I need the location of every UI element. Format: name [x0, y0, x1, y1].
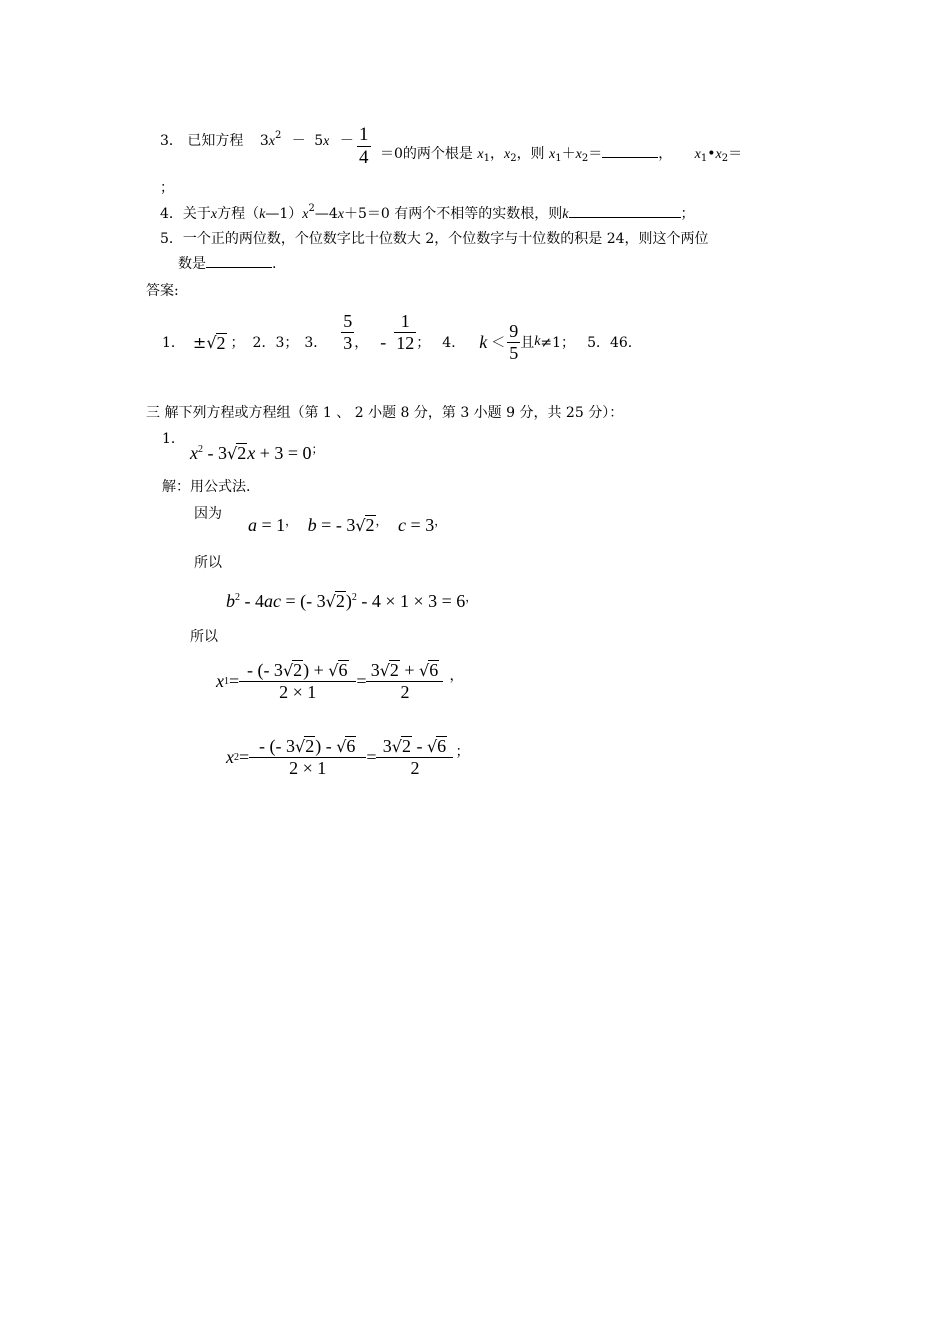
x1-numerator-2: [369, 660, 442, 681]
disc-radical-sign: √: [325, 592, 336, 611]
q4-var: x: [210, 207, 218, 222]
eq-x2: x: [247, 443, 256, 463]
x2-denominator: 2 × 1: [249, 757, 366, 779]
x2-eq: =: [239, 746, 250, 767]
solution-label: 解：用公式法.: [162, 479, 251, 495]
x2-num-b: ) -: [315, 736, 337, 756]
q3-fraction: [357, 124, 371, 169]
disc-ac: ac: [264, 591, 281, 611]
disc-end: ，: [465, 590, 478, 604]
a4-k2: k: [534, 334, 541, 349]
x2-num2-rad2-sign: √: [426, 737, 438, 756]
disc-eq: = (- 3: [281, 591, 326, 611]
x2-fraction-2: [376, 736, 453, 778]
q3-sum-a: x: [549, 147, 556, 162]
a4-f-num: 9: [509, 320, 519, 341]
q4-exp: 2: [308, 203, 315, 214]
q3-coef1: 3: [259, 133, 269, 149]
x1-numerator: [245, 660, 351, 681]
x1-fraction-2: [366, 660, 443, 702]
eq-radical-sign: √: [227, 444, 238, 463]
question-5-line2: [178, 253, 276, 273]
q3-continuation: ；: [160, 180, 174, 196]
x2-sub: 2: [234, 751, 239, 763]
q3-x2-sub: 2: [510, 153, 517, 164]
a3-neg: -: [380, 331, 387, 352]
x1-var: x: [216, 670, 224, 691]
x2-num2-b: -: [411, 736, 427, 756]
disc-exp: 2: [235, 592, 240, 603]
coef-c: c: [398, 515, 407, 535]
coef-sep2: ，: [375, 514, 388, 528]
x1-num2-b: +: [399, 660, 420, 680]
a3-f2-num: 1: [400, 310, 410, 331]
a3-f1-den: 3: [343, 332, 353, 353]
a3-fraction-1: [341, 311, 354, 353]
question-3-rest: [380, 143, 742, 164]
q4-mid1: 方程（: [217, 206, 260, 222]
q3-sum-b-sub: 2: [581, 153, 589, 164]
x2-num-a: - (- 3: [259, 736, 296, 756]
a1-radicand: 2: [216, 332, 226, 353]
q3-exp: 2: [274, 130, 282, 141]
x1-eq2: =: [356, 670, 367, 691]
a1-number: 1．: [162, 335, 185, 351]
discriminant: [226, 588, 477, 612]
x2-numerator: [257, 736, 358, 757]
a2: 2．3；: [252, 335, 299, 351]
q3-dot: •: [707, 146, 716, 162]
answers-line: [162, 312, 632, 372]
x2-eq2: =: [366, 746, 377, 767]
q4-blank[interactable]: [569, 203, 681, 218]
q3-comma: ，: [489, 146, 504, 162]
x1-denominator: 2 × 1: [239, 681, 356, 703]
x2-denominator-2: 2: [376, 757, 453, 779]
x1-num2-rad1-sign: √: [379, 661, 390, 680]
q5-pre: 数是: [178, 256, 206, 272]
q3-x2: x: [503, 147, 511, 162]
q3-sum-eq: ＝: [588, 146, 603, 162]
answers-label: 答案:: [146, 283, 179, 299]
eq-end: ；: [311, 442, 324, 456]
x2-num2-a: 3: [382, 736, 392, 756]
q3-prefix: 已知方程: [187, 133, 244, 149]
coef-b-val: = - 3: [316, 515, 356, 535]
so-label-1: 所以: [194, 555, 222, 571]
q3-sum-b: x: [575, 147, 582, 162]
eq-x: x: [190, 443, 198, 463]
a4-ne: ≠1；: [540, 335, 576, 351]
x1-num-rad1: 2: [293, 660, 303, 680]
q4-x: x: [302, 207, 309, 222]
x1-num2-rad2-sign: √: [419, 661, 430, 680]
section-3-heading: 三 解下列方程或方程组（第 1 、 2 小题 8 分，第 3 小题 9 分，共 25 分）：: [146, 405, 624, 421]
coef-b: b: [307, 515, 317, 535]
q3-var-x: x: [268, 134, 275, 149]
a3-number: 3．: [304, 335, 328, 351]
x1-num2-rad2: 6: [429, 660, 439, 680]
x1-num2-rad1: 2: [389, 660, 399, 680]
q3-minus2: －: [339, 133, 354, 149]
q3-frac-den: 4: [359, 146, 369, 168]
x1-denominator-2: 2: [366, 681, 443, 703]
eq-exp: 2: [198, 444, 203, 455]
a5: 5．46.: [587, 335, 633, 351]
a4-lt: ＜: [491, 335, 506, 351]
coef-b-radical-sign: √: [355, 516, 366, 535]
disc-close: ): [345, 591, 352, 611]
q3-prod-b: x: [715, 147, 722, 162]
q3-prod-a-sub: 1: [700, 153, 708, 164]
q4-end: ；: [680, 206, 695, 222]
x2-num2-rad1: 2: [401, 736, 411, 756]
q3-prod-a: x: [694, 147, 701, 162]
a3-fraction-2: [394, 311, 416, 353]
coefficients: [248, 512, 446, 536]
question-3: [160, 130, 354, 150]
x1-num-rad1-sign: √: [282, 661, 294, 680]
x2-formula: [226, 736, 469, 778]
q3-coef2: 5: [314, 133, 324, 149]
x2-num-rad2: 6: [346, 736, 356, 756]
q4-mid4: ＋5＝0 有两个不相等的实数根，则: [344, 206, 563, 222]
x1-num-b: ) +: [303, 660, 329, 680]
x1-end: ，: [449, 669, 464, 685]
disc-exp2: 2: [351, 592, 357, 603]
x2-num2-rad2: 6: [437, 736, 447, 756]
q4-mid3: —4: [314, 206, 338, 222]
a3-sep: ，: [354, 335, 369, 351]
so-label-2: 所以: [190, 629, 218, 645]
q5-end: .: [272, 256, 277, 272]
x1-num2-a: 3: [370, 660, 380, 680]
q3-then: ，则: [516, 146, 545, 162]
q4-x2: x: [337, 207, 345, 222]
a1-end: ；: [230, 335, 245, 351]
q3-frac-num: 1: [359, 124, 369, 145]
x2-num2-rad1-sign: √: [391, 737, 402, 756]
q3-sum-a-sub: 1: [555, 153, 562, 164]
coef-sep3: ，: [434, 514, 447, 528]
coef-a: a: [248, 515, 257, 535]
q4-pre: 关于: [182, 206, 211, 222]
q3-sum-blank[interactable]: [602, 143, 658, 158]
q4-k2: k: [562, 207, 569, 222]
problem-1-equation: [190, 440, 324, 464]
x1-fraction: [239, 660, 356, 702]
x1-sub: 1: [224, 675, 229, 687]
x2-num-rad2-sign: √: [336, 737, 347, 756]
disc-b: b: [226, 591, 235, 611]
q3-eq0: ＝0: [380, 146, 403, 162]
coef-sep1: ，: [285, 514, 298, 528]
q3-x1-sub: 1: [483, 153, 490, 164]
q4-k: k: [259, 207, 266, 222]
disc-radicand: 2: [335, 591, 345, 611]
x1-num-a: - (- 3: [246, 660, 283, 680]
x1-eq: =: [229, 670, 240, 691]
q3-x1: x: [477, 147, 484, 162]
q4-number: 4．: [160, 206, 183, 222]
a3-f2-den: 12: [396, 332, 415, 353]
q3-sep: ，: [658, 146, 673, 162]
x1-num-rad2-sign: √: [328, 661, 339, 680]
x2-var: x: [226, 746, 234, 767]
q3-var-x2: x: [323, 134, 330, 149]
q3-prod-eq: ＝: [728, 146, 743, 162]
disc-rest: - 4 × 1 × 3 = 6: [356, 591, 466, 611]
a1-plusminus: ±: [192, 332, 207, 352]
problem-1-number: 1．: [162, 431, 185, 447]
x2-num-rad1: 2: [305, 736, 315, 756]
a4-k: k: [479, 331, 488, 352]
coef-a-val: = 1: [257, 515, 286, 535]
disc-mid: - 4: [240, 591, 264, 611]
x2-end: ；: [455, 745, 470, 761]
because-label: 因为: [194, 506, 222, 522]
a4-fraction: [507, 321, 520, 363]
a3-f1-num: 5: [343, 310, 353, 331]
q3-mid: 的两个根是: [402, 146, 473, 162]
q3-plus: ＋: [561, 146, 576, 162]
a4-number: 4．: [442, 335, 466, 351]
a4-f-den: 5: [509, 342, 519, 363]
question-4: [160, 203, 695, 223]
q5-blank[interactable]: [206, 253, 272, 268]
a4-and: 且: [520, 335, 535, 351]
a1-radical-sign: √: [206, 332, 217, 352]
x2-num-rad1-sign: √: [295, 737, 306, 756]
x1-num-rad2: 6: [338, 660, 348, 680]
x1-formula: [216, 660, 463, 702]
x2-numerator-2: [381, 736, 449, 757]
coef-c-val: = 3: [406, 515, 435, 535]
q3-minus1: －: [291, 133, 306, 149]
question-5-line1: 5．一个正的两位数，个位数字比十位数大 2，个位数字与十位数的积是 24，则这个两位: [160, 231, 709, 247]
eq-rest: + 3 = 0: [255, 443, 312, 463]
eq-op1: - 3: [203, 443, 227, 463]
q3-number: 3．: [160, 133, 183, 149]
eq-radicand: 2: [237, 443, 247, 463]
coef-b-radicand: 2: [365, 515, 375, 535]
a3-end: ；: [416, 335, 431, 351]
x2-fraction: [249, 736, 366, 778]
q3-prod-b-sub: 2: [721, 153, 729, 164]
q4-mid2: —1）: [265, 206, 303, 222]
